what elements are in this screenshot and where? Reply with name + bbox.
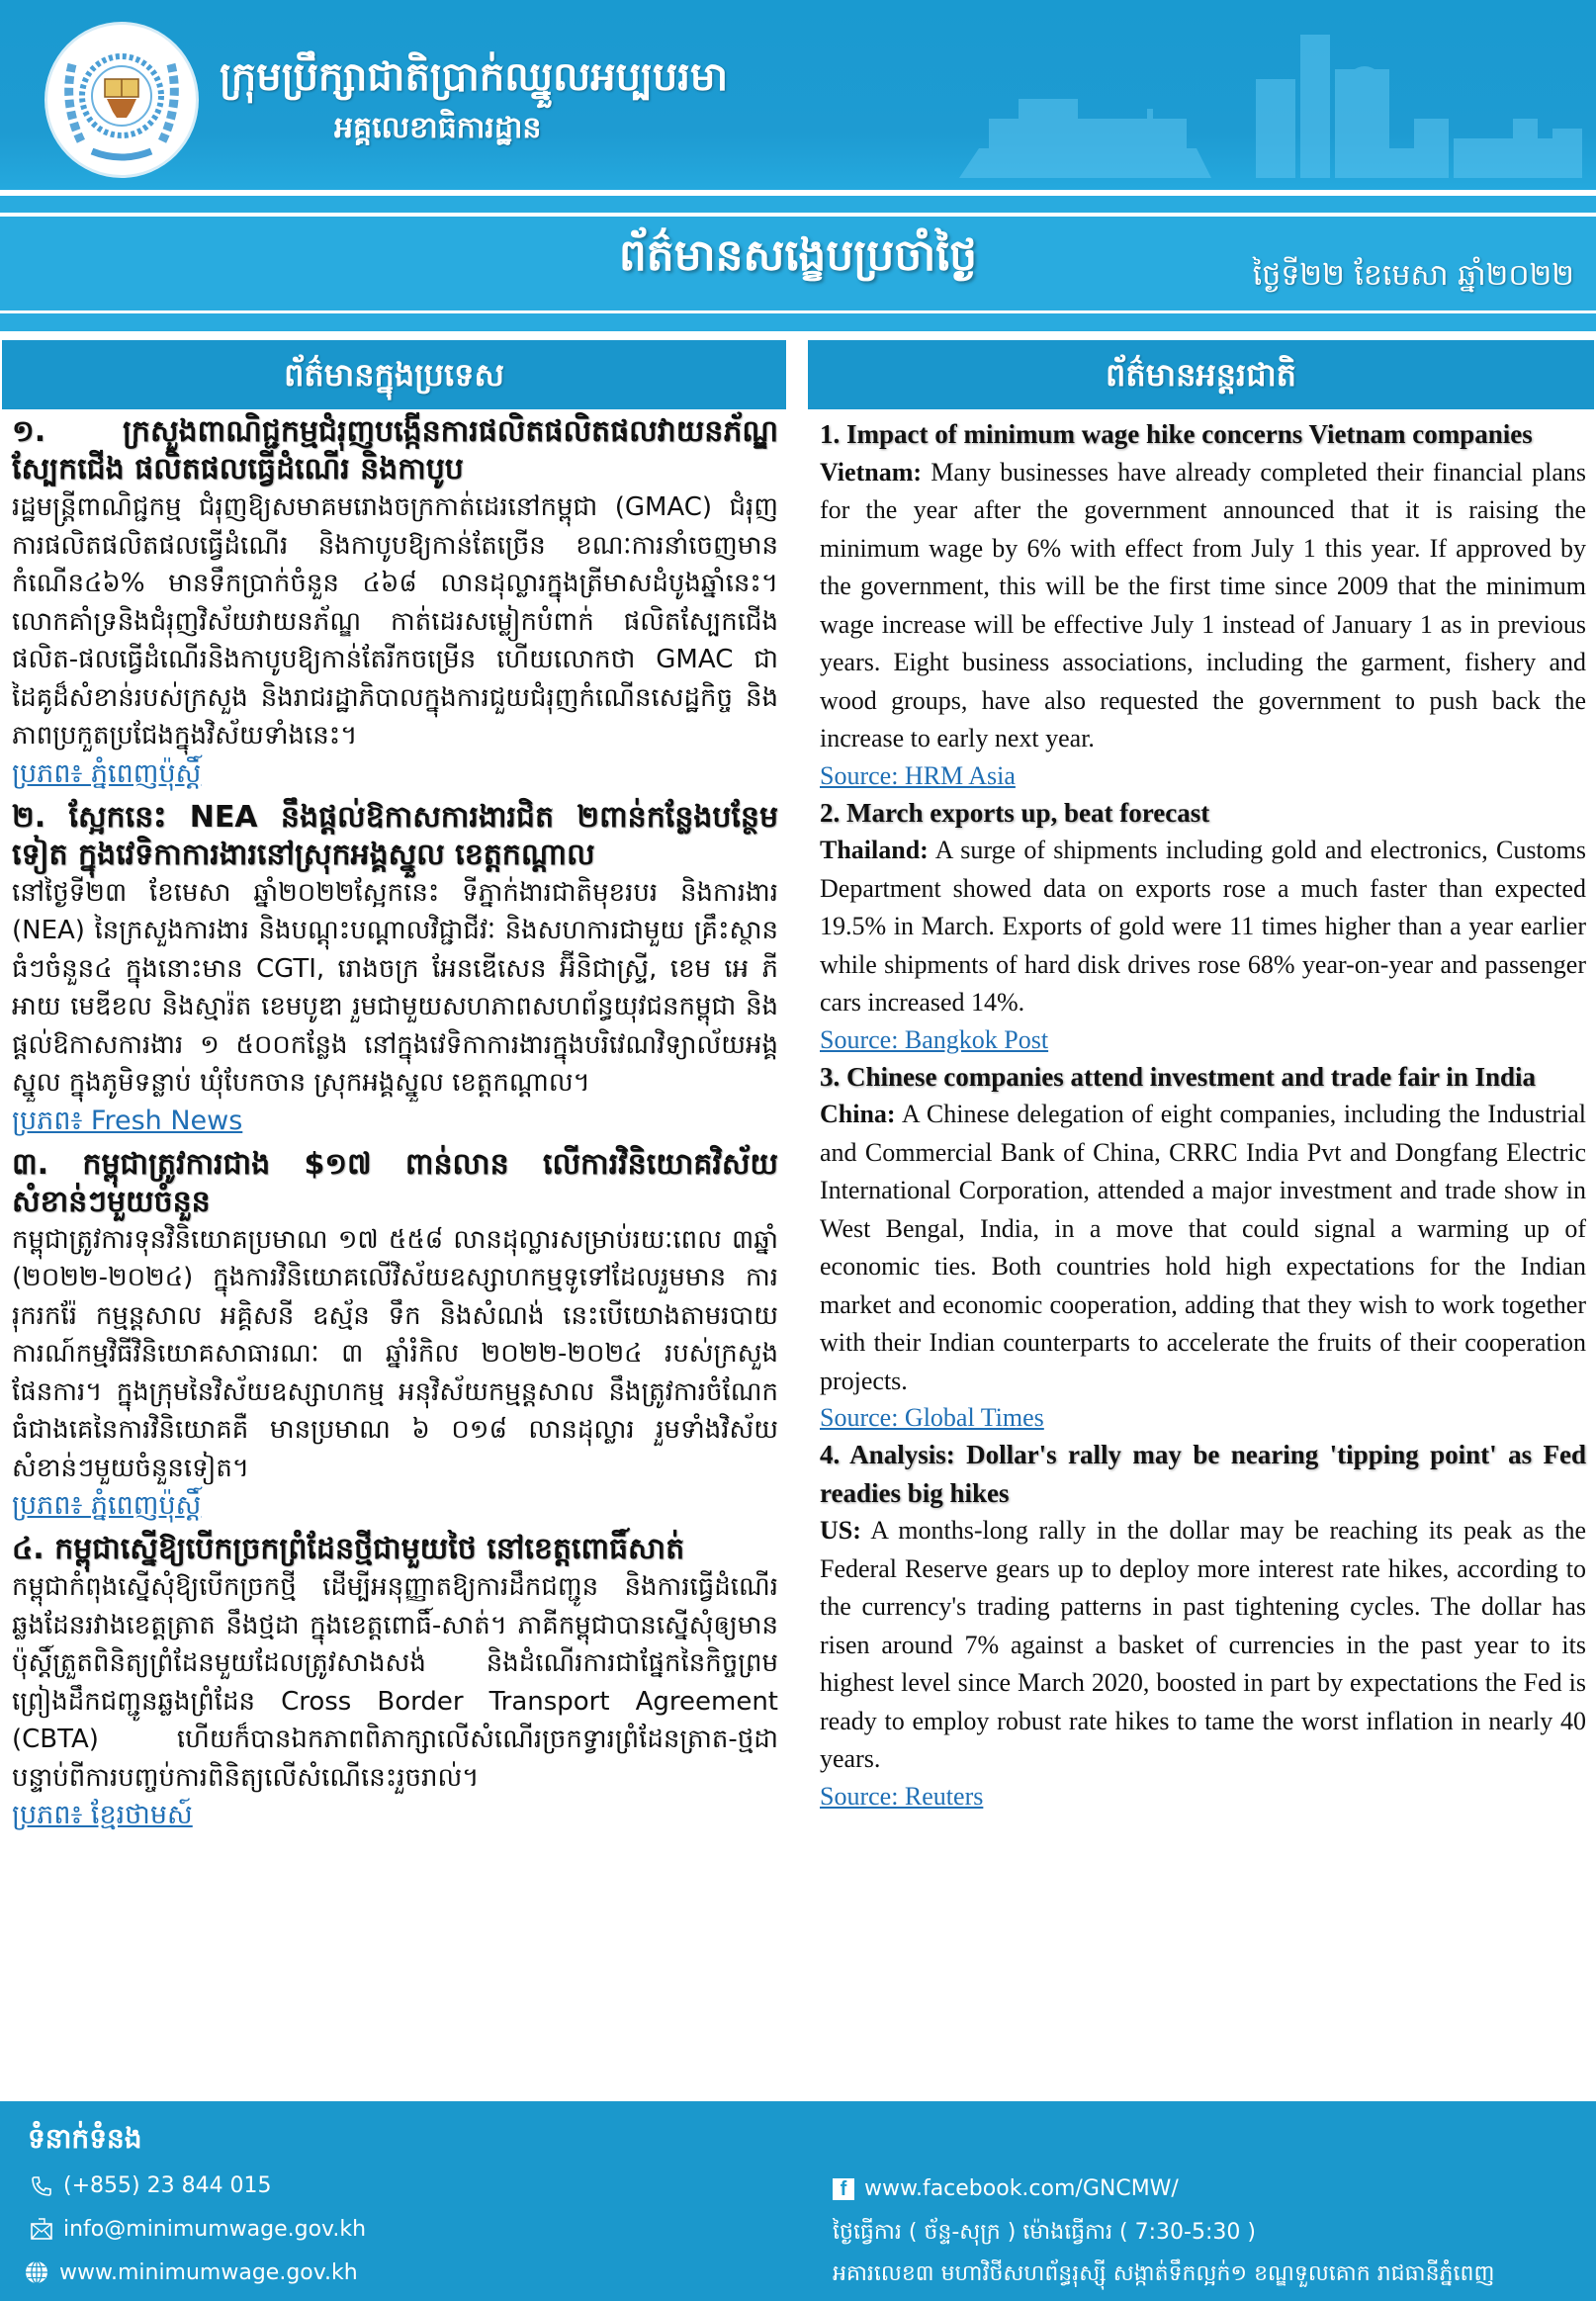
article-country-label: US: — [820, 1516, 861, 1545]
contact-website[interactable] — [24, 2259, 358, 2285]
office-hours: ថ្ងៃធ្វើការ ( ច័ន្ទ-សុក្រ ) ម៉ោងធ្វើការ ( 7:30-5:30 ) — [833, 2220, 1256, 2245]
phone-number: (+855) 23 844 015 — [63, 2173, 272, 2198]
office-address: អគារលេខ៣ មហាវិថីសហព័ន្ធរុស្ស៊ី សង្កាត់ទឹកល្អក់១ ខណ្ឌទួលគោក រាជធានីភ្នំពេញ — [833, 2261, 1495, 2286]
skyline-illustration-icon — [870, 10, 1596, 190]
domestic-article — [12, 1146, 778, 1528]
bulletin-title-bar — [0, 217, 1596, 310]
article-body: នៅថ្ងៃទី២៣ ខែមេសា ឆ្នាំ២០២២ស្អែកនេះ ទីភ្នាក់ងារជាតិមុខរបរ និងការងារ (NEA) នៃក្រសួងការងារ និងបណ្តុះបណ្តាលវិជ្ជាជីវៈ និងសហការជាមួយ គ្រឹះស្ថានធំៗចំនួន៤ ក្នុងនោះមាន CGTI, រោងចក្រ អែនឌើសេន អ៊ីនិជាស្ទ្រី, ខេម អេ ភី អាយ មេឌីខល និងស្មារ៉ត ខេមបូឌា រួមជាមួយសហភាពសហព័ន្ធយុវជនកម្ពុជា និងផ្តល់ឱកាសការងារ ១ ៥០០កន្លែង នៅក្នុងវេទិកាការងារក្នុងបរិវេណវិទ្យាល័យអង្គស្នួល ក្នុងភូមិទន្លាប់ ឃុំបែកចាន ស្រុកអង្គស្នួល ខេត្តកណ្តាល។ — [12, 877, 778, 1098]
domestic-article — [12, 413, 778, 795]
article-text: A months-long rally in the dollar may be reaching its peak as the Federal Reserve gears up to deploy more interest rate hikes, according to the currency's trading patterns in past tightening cycles. The dollar has risen around 7% against a basket of currencies in the past year to its highest level since March 2020, boosted in part by expectations the Fed is ready to employ robust rate hikes to tame the worst inflation in nearly 40 years. — [820, 1516, 1586, 1773]
article-body: កម្ពុជាត្រូវការទុនវិនិយោគប្រមាណ ១៧ ៥៥៨ លានដុល្លារសម្រាប់រយៈពេល ៣ឆ្នាំ (២០២២-២០២៤) ក្នុងការវិនិយោគលើវិស័យឧស្សាហកម្មទូទៅដែលរួមមាន ការរុករករ៉ែ កម្មន្តសាល អគ្គិសនី ឧស្ម័ន ទឹក និងសំណង់ នេះបើយោងតាមរបាយការណ៍កម្មវិធីវិនិយោគសាធារណៈ ៣ ឆ្នាំរំកិល ២០២២-២០២៤ របស់ក្រសួងផែនការ។ ក្នុងក្រុមនៃវិស័យឧស្សាហកម្ម អនុវិស័យកម្មន្តសាល នឹងត្រូវការចំណែកធំជាងគេនៃការវិនិយោគគឺ មានប្រមាណ ៦ ០១៨ លានដុល្លារ រួមទាំងវិស័យសំខាន់ៗមួយចំនួនទៀត។ — [12, 1224, 778, 1483]
phone-icon — [30, 2174, 53, 2198]
article-source-link[interactable]: ប្រភព៖ ភ្នំពេញប៉ុស្តិ៍ — [12, 757, 202, 789]
article-title: ២. ស្អែកនេះ NEA នឹងផ្តល់ឱកាសការងារជិត ២ពាន់កន្លែងបន្ថែមទៀត ក្នុងវេទិកាការងារនៅស្រុកអង្គស្នួល ខេត្តកណ្តាល — [12, 799, 778, 872]
international-news-header: ព័ត៌មានអន្តរជាតិ — [808, 340, 1594, 409]
article-source-link[interactable]: Source: Bangkok Post — [820, 1024, 1049, 1054]
article-source-link[interactable]: ប្រភព៖ Fresh News — [12, 1105, 243, 1136]
decorative-strip — [0, 313, 1596, 331]
article-title: 2. March exports up, beat forecast — [820, 797, 1210, 828]
bulletin-date: ថ្ងៃទី២២ ខែមេសា ឆ្នាំ២០២២ — [1252, 258, 1574, 293]
header-banner — [0, 0, 1596, 190]
article-text: A Chinese delegation of eight companies, including the Industrial and Commercial Bank of China, CRRC India Pvt and Dongfang Electric International Corporation, attended a major investment and trade show in West Bengal, India, in a move that could signal a warming up of economic ties. Both countries hold high expectations for the Indian market and economic cooperation, adding that they wish to work together with their Indian counterparts to accelerate the fruits of their cooperation projects. — [820, 1100, 1586, 1395]
article-text: Many businesses have already completed their financial plans for the year after the government announced that it is raising the minimum wage by 6% with effect from July 1 this year. If approved by the government, this will be the first time since 2009 that the minimum wage increase will be effective July 1 instead of January 1 as in previous years. Eight business associations, including the garment, fishery and wood groups, have also requested the government to push back the increase to early next year. — [820, 457, 1586, 752]
globe-icon — [24, 2259, 49, 2285]
article-country-label: China: — [820, 1100, 896, 1128]
organization-name: ក្រុមប្រឹក្សាជាតិប្រាក់ឈ្នួលអប្បបរមា — [220, 54, 729, 100]
article-body — [820, 832, 1586, 1022]
article-source-link[interactable]: Source: HRM Asia — [820, 760, 1016, 790]
article-body — [820, 1512, 1586, 1779]
website-url: www.minimumwage.gov.kh — [59, 2259, 358, 2285]
ministry-logo — [44, 22, 199, 178]
international-article — [820, 1058, 1586, 1437]
article-title: ១. ក្រសួងពាណិជ្ជកម្មជំរុញបង្កើនការផលិតផលិតផលវាយនភ័ណ្ឌ ស្បែកជើង ផលិតផលធ្វើដំណើរ និងកាបូប — [12, 414, 778, 487]
article-body: កម្ពុជាកំពុងស្នើសុំឱ្យបើកច្រកថ្មី ដើម្បីអនុញ្ញាតឱ្យការដឹកជញ្ជូន និងការធ្វើដំណើរឆ្លងដែនរវាងខេត្តត្រាត នឹងថ្មដា ក្នុងខេត្តពោធិ៍-សាត់។ ភាគីកម្ពុជាបានស្នើសុំឲ្យមានប៉ុស្តិ៍ត្រួតពិនិត្យព្រំដែនមួយដែលត្រូវសាងសង់ និងដំណើរការជាផ្នែកនៃកិច្ចព្រមព្រៀងដឹកជញ្ជូនឆ្លងព្រំដែន Cross Border Transport Agreement (CBTA) ហើយក៏បានឯកភាពពិភាក្សាលើសំណើរច្រកទ្វារព្រំដែនត្រាត-ថ្មដា បន្ទាប់ពីការបញ្ចប់ការពិនិត្យលើសំណើនេះរួចរាល់។ — [12, 1572, 778, 1793]
bulletin-title: ព័ត៌មានសង្ខេបប្រចាំថ្ងៃ — [618, 230, 978, 281]
article-body: រដ្ឋមន្ត្រីពាណិជ្ជកម្ម ជំរុញឱ្យសមាគមរោងចក្រកាត់ដេរនៅកម្ពុជា (GMAC) ជំរុញការផលិតផលិតផលធ្វើដំណើរ និងកាបូបឱ្យកាន់តែច្រើន ខណៈការនាំចេញមានកំណើន៤៦% មានទឹកប្រាក់ចំនួន ៤៦៨ លានដុល្លារក្នុងត្រីមាសដំបូងឆ្នាំនេះ។ លោកគាំទ្រនិងជំរុញវិស័យវាយនភ័ណ្ឌ កាត់ដេរសម្លៀកបំពាក់ ផលិតស្បែកជើង ផលិត-ផលធ្វើដំណើរនិងកាបូបឱ្យកាន់តែរីកចម្រើន ហើយលោកថា GMAC ជាដៃគូដ៏សំខាន់របស់ក្រសួង និងរាជរដ្ឋាភិបាលក្នុងការជួយជំរុញកំណើនសេដ្ឋកិច្ច និងភាពប្រកួតប្រជែងក្នុងវិស័យទាំងនេះ។ — [12, 492, 778, 751]
domestic-news-header: ព័ត៌មានក្នុងប្រទេស — [2, 340, 786, 409]
contact-phone[interactable] — [30, 2173, 272, 2198]
article-text: A surge of shipments including gold and electronics, Customs Department showed data on exports rose a much faster than expected 19.5% in March. Exports of gold were 11 times higher than a year earlier while shipments of hard disk drives rose 68% year-on-year and passenger cars increased 14%. — [820, 836, 1586, 1017]
domestic-news-column — [2, 340, 786, 1836]
contact-email[interactable] — [30, 2217, 366, 2242]
email-address: info@minimumwage.gov.kh — [63, 2217, 367, 2242]
article-title: 4. Analysis: Dollar's rally may be nearing 'tipping point' as Fed readies big hikes — [820, 1440, 1586, 1508]
ministry-seal-icon — [47, 25, 196, 175]
article-title: ៤. កម្ពុជាស្នើឱ្យបើកច្រកព្រំដែនថ្មីជាមួយថៃ នៅខេត្តពោធិ៍សាត់ — [12, 1532, 685, 1566]
contact-title: ទំនាក់ទំនង — [28, 2122, 142, 2155]
article-country-label: Vietnam: — [820, 457, 923, 487]
decorative-strip — [0, 196, 1596, 213]
international-article — [820, 794, 1586, 1058]
article-source-link[interactable]: Source: Global Times — [820, 1403, 1044, 1432]
article-source-link[interactable]: ប្រភព៖ ភ្នំពេញប៉ុស្តិ៍ — [12, 1490, 202, 1521]
international-news-column — [808, 340, 1594, 1814]
domestic-article — [12, 799, 778, 1142]
contact-footer — [0, 2101, 1596, 2301]
international-article — [820, 415, 1586, 794]
organization-subtitle: អគ្គលេខាធិការដ្ឋាន — [334, 111, 542, 145]
domestic-article — [12, 1531, 778, 1836]
article-source-link[interactable]: ប្រភព៖ ខ្មែរថាមស៍ — [12, 1800, 193, 1830]
contact-facebook[interactable] — [833, 2176, 1179, 2201]
international-article — [820, 1436, 1586, 1814]
article-body — [820, 1096, 1586, 1400]
mail-icon — [30, 2218, 53, 2242]
article-title: 1. Impact of minimum wage hike concerns Vietnam companies — [820, 419, 1533, 449]
article-body — [820, 454, 1586, 758]
article-source-link[interactable]: Source: Reuters — [820, 1781, 984, 1811]
article-country-label: Thailand: — [820, 836, 929, 864]
article-title: 3. Chinese companies attend investment and trade fair in India — [820, 1061, 1537, 1092]
facebook-icon: f — [833, 2178, 854, 2200]
facebook-url: www.facebook.com/GNCMW/ — [864, 2176, 1179, 2201]
article-title: ៣. កម្ពុជាត្រូវការជាង $១៧ ពាន់លាន លើការវិនិយោគវិស័យសំខាន់ៗមួយចំនួន — [12, 1146, 778, 1219]
